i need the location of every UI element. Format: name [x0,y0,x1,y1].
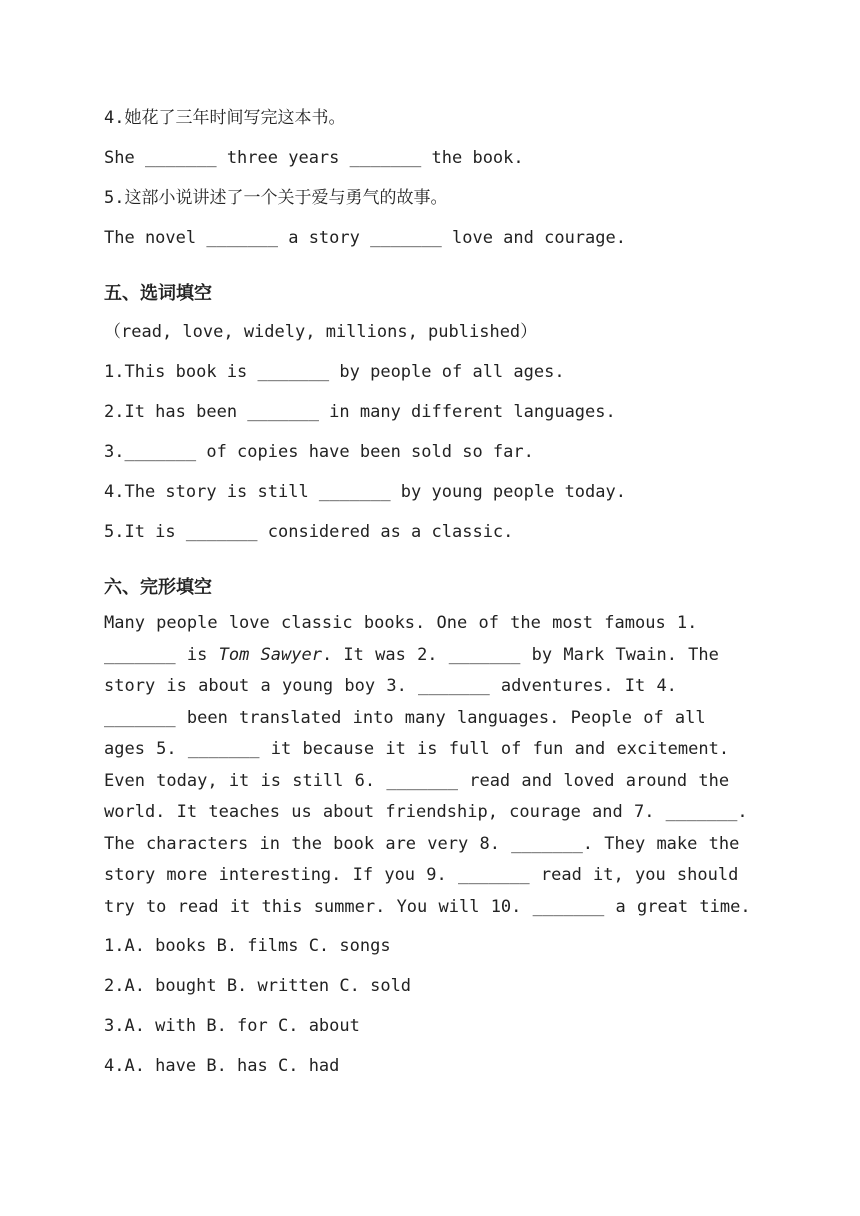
word-bank: （read, love, widely, millions, published） [104,322,538,342]
cloze-option-4: 4.A. have B. has C. had [104,1056,340,1076]
worksheet-page [104,100,759,1088]
word-choice-item-5: 5.It is _______ considered as a classic. [104,522,514,542]
translation-item-4-english: She _______ three years _______ the book. [104,148,524,168]
word-choice-item-3: 3._______ of copies have been sold so far. [104,442,534,462]
cloze-option-3: 3.A. with B. for C. about [104,1016,360,1036]
section-heading-word-choice: 五、选词填空 [104,283,212,304]
section-heading-cloze: 六、完形填空 [104,577,212,598]
cloze-passage [104,608,759,923]
translation-item-5-chinese: 5.这部小说讲述了一个关于爱与勇气的故事。 [104,188,448,208]
translation-item-4-chinese: 4.她花了三年时间写完这本书。 [104,108,346,128]
word-choice-item-4: 4.The story is still _______ by young people today. [104,482,626,502]
word-choice-item-2: 2.It has been _______ in many different languages. [104,402,616,422]
cloze-passage-part1: Many people love classic books. One of the most famous 1. _______ is [104,613,709,665]
translation-item-5-english: The novel _______ a story _______ love and courage. [104,228,626,248]
cloze-passage-part2: . It was 2. _______ by Mark Twain. The story is about a young boy 3. _______ adventures. It 4. _______ been translated into many languages. People of all ages 5. _______ it because it is full of fun and excitement. Even today, it is still 6. _______ read and loved around the world. It teaches us about friendship, courage and 7. _______. The characters in the book are very 8. _______. They make the story more interesting. If you 9. _______ read it, you should try to read it this summer. You will 10. _______ a great time. [104,644,759,917]
cloze-option-1: 1.A. books B. films C. songs [104,936,391,956]
word-choice-item-1: 1.This book is _______ by people of all ages. [104,362,565,382]
book-title: Tom Sawyer [218,644,322,665]
word-choice-section [104,274,754,554]
cloze-option-2: 2.A. bought B. written C. sold [104,976,412,996]
translation-section [104,100,754,260]
cloze-section [104,568,759,1088]
